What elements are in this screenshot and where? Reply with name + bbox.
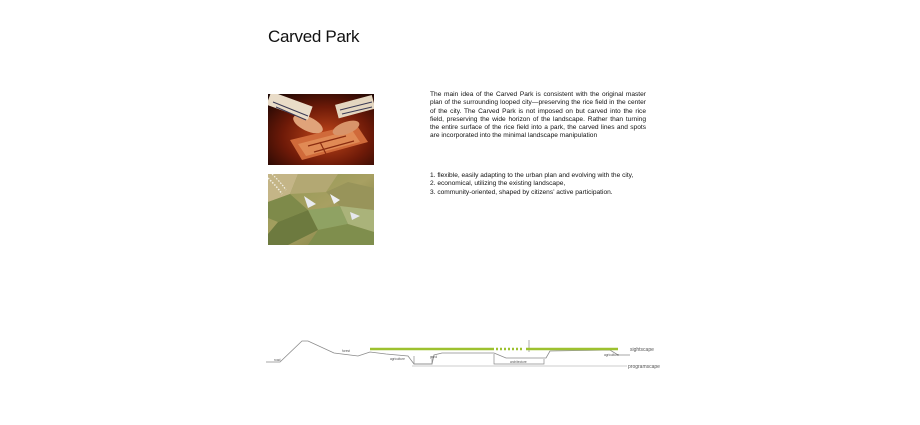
label-agriculture-2: agriculture: [604, 353, 619, 357]
label-sightscape: sightscape: [630, 347, 654, 353]
label-agriculture-1: agriculture: [390, 357, 405, 361]
landscape-model-photo: [268, 174, 374, 245]
principle-item: 1. flexible, easily adapting to the urban plan and evolving with the city,: [430, 172, 634, 179]
principle-item: 3. community-oriented, shaped by citizens’ active participation.: [430, 188, 613, 196]
label-programscape: programscape: [628, 364, 660, 370]
label-architecture: architecture: [510, 360, 527, 364]
ground-profile-line: [266, 341, 630, 364]
landscape-section-diagram: [262, 328, 682, 380]
principles-list: [430, 172, 670, 197]
principle-item: 2. economical, utilizing the existing landscape,: [430, 180, 566, 188]
label-pond: pond: [430, 355, 438, 359]
model-carving-photo: [268, 94, 374, 165]
label-road: road: [274, 358, 281, 362]
page-title: Carved Park: [268, 27, 360, 46]
label-forest: forest: [342, 349, 350, 353]
concept-paragraph: The main idea of the Carved Park is consistent with the original master plan of the surrounding looped city—preserving the rice field in the center of the city. The Carved Park is not imposed on but carved into the rice field, preserving the wide horizon of the landscape. Rather than turning the entire surface of the rice field into a park, the carved lines and spots are incorporated into the minimal landscape manipulation: [430, 91, 646, 140]
